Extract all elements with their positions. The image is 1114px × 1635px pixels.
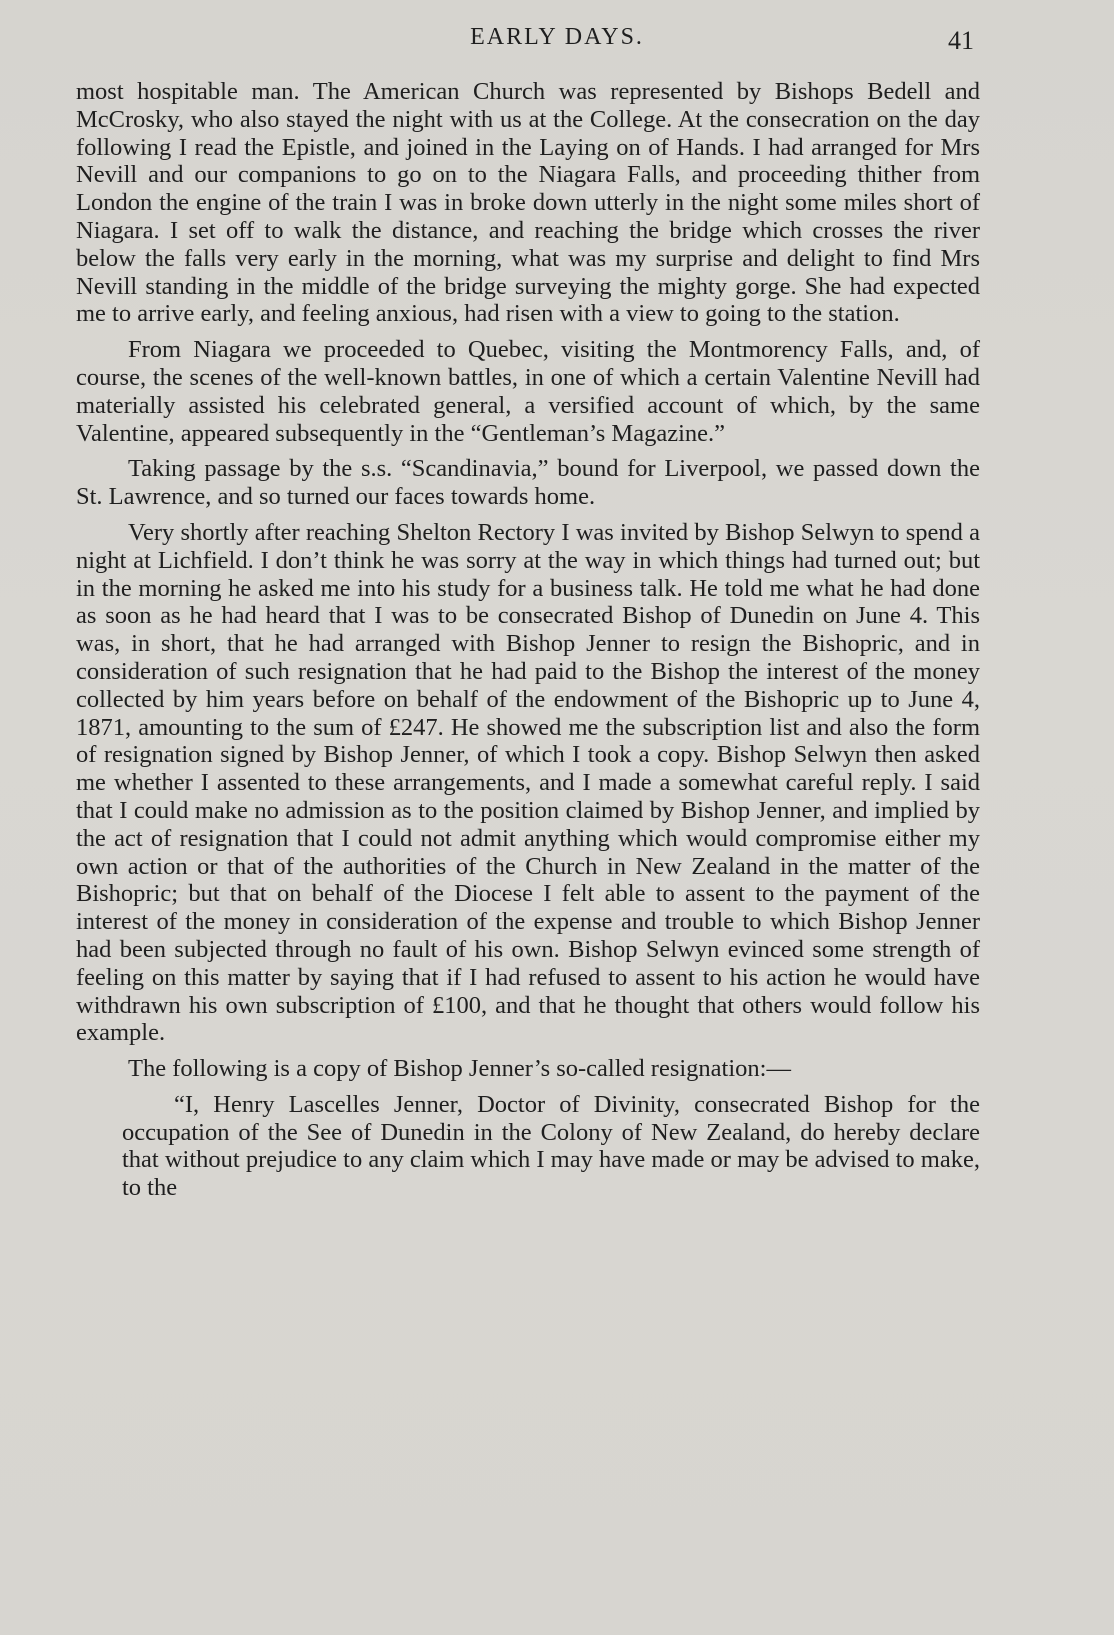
- paragraph-3: Taking passage by the s.s. “Scandinavia,” bound for Liverpool, we passed down the St. Lawrence, and so turned our faces towards home.: [76, 455, 980, 511]
- running-head: EARLY DAYS.: [470, 24, 644, 50]
- paragraph-4: Very shortly after reaching Shelton Rectory I was invited by Bishop Selwyn to spend a night at Lichfield. I don’t think he was sorry at the way in which things had turned out; but in the morning he asked me into his study for a business talk. He told me what he had done as soon as he had heard that I was to be consecrated Bishop of Dunedin on June 4. This was, in short, that he had arranged with Bishop Jenner to resign the Bishopric, and in consideration of such resignation that he had paid to the Bishop the interest of the money collected by him years before on behalf of the endowment of the Bishopric up to June 4, 1871, amounting to the sum of £247. He showed me the subscription list and also the form of resignation signed by Bishop Jenner, of which I took a copy. Bishop Selwyn then asked me whether I assented to these arrangements, and I made a somewhat careful reply. I said that I could make no admission as to the position claimed by Bishop Jenner, and implied by the act of resignation that I could not admit anything which would compromise either my own action or that of the authorities of the Church in New Zealand in the matter of the Bishopric; but that on behalf of the Diocese I felt able to assent to the payment of the interest of the money in consideration of the expense and trouble to which Bishop Jenner had been subjected through no fault of his own. Bishop Selwyn evinced some strength of feeling on this matter by saying that if I had refused to assent to his action he would have withdrawn his own subscription of £100, and that he thought that others would follow his example.: [76, 518, 980, 1047]
- paragraph-5: The following is a copy of Bishop Jenner’s so-called resignation:—: [128, 1055, 791, 1083]
- paragraph-1: most hospitable man. The American Church was represented by Bishops Bedell and McCrosky, who also stayed the night with us at the College. At the consecration on the day following I read the Epistle, and joined in the Laying on of Hands. I had arranged for Mrs Nevill and our companions to go on to the Niagara Falls, and proceeding thither from London the engine of the train I was in broke down utterly in the night some miles short of Niagara. I set off to walk the distance, and reaching the bridge which crosses the river below the falls very early in the morning, what was my surprise and delight to find Mrs Nevill standing in the middle of the bridge surveying the mighty gorge. She had expected me to arrive early, and feeling anxious, had risen with a view to going to the station.: [76, 78, 980, 328]
- page-body: [76, 78, 980, 1210]
- quoted-resignation: “I, Henry Lascelles Jenner, Doctor of Divinity, consecrated Bishop for the occupation of the See of Dunedin in the Colony of New Zealand, do hereby declare that without prejudice to any claim which I may have made or may be advised to make, to the: [122, 1090, 980, 1202]
- page-number: 41: [948, 26, 974, 55]
- page-header: [0, 22, 1114, 56]
- paragraph-2: From Niagara we proceeded to Quebec, visiting the Montmorency Falls, and, of course, the scenes of the well-known battles, in one of which a certain Valentine Nevill had materially assisted his celebrated general, a versified account of which, by the same Valentine, appeared subsequently in the “Gentleman’s Magazine.”: [76, 336, 980, 447]
